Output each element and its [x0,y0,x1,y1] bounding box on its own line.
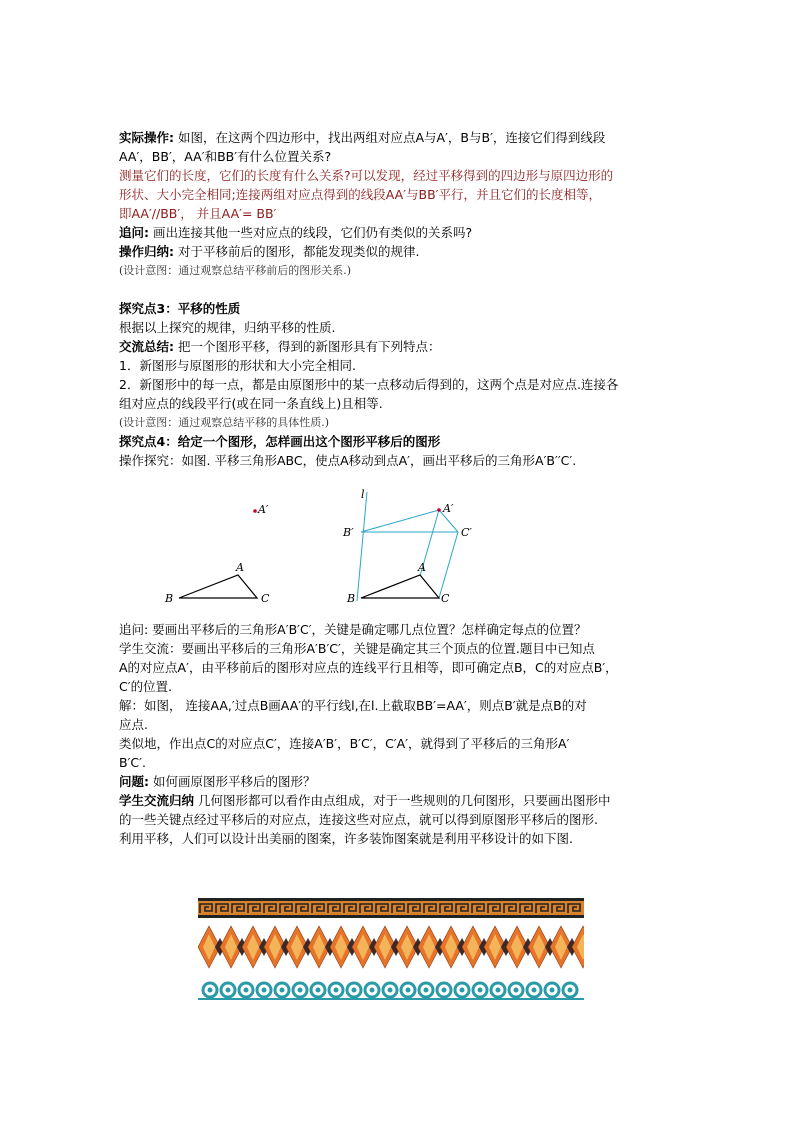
figure-original-triangle [139,476,299,616]
text: 组对应点的线段平行(或在同一条直线上)且相等. [119,396,383,411]
wave-center [370,988,375,993]
label-c: C [261,592,270,605]
wave-center [244,988,249,993]
text: 几何图形都可以看作由点组成，对于一些规则的几何图形，只要画出图形中 [194,793,611,808]
label-summary: 操作归纳: [119,244,174,259]
wave-center [298,988,303,993]
wave-band [198,983,584,1000]
wave-center [406,988,411,993]
segment-cc-prime [439,532,458,598]
paragraph-exchange [119,337,679,356]
text: 利用平移，人们可以设计出美丽的图案，许多装饰图案就是利用平移设计的如下图. [119,831,573,846]
diamond-band [198,926,584,968]
paragraph-similarly [119,734,679,772]
text: 对于平移前后的图形，都能发现类似的规律. [177,244,420,259]
wave-center [496,988,501,993]
text: 学生交流：要画出平移后的三角形A′B′C′，关键是确定其三个顶点的位置.题目中已知点 [119,641,595,656]
paragraph-measure [119,166,679,223]
wave-center [334,988,339,993]
text: 画出连接其他一些对应点的线段，它们仍有类似的关系吗? [152,225,473,240]
text: 把一个图形平移，得到的新图形具有下列特点： [177,339,441,354]
wave-center [316,988,321,993]
text: 如何画原图形平移后的图形？ [152,774,316,789]
label-a: A [236,561,244,574]
text: C′的位置. [119,679,173,694]
section-title-4: 探究点4：给定一个图形，怎样画出这个图形平移后的图形 [119,434,441,449]
text: 即AA′//BB′， 并且AA′= BB′ [119,206,277,221]
text: B′C′. [119,755,146,770]
label-a-prime: A′ [258,503,269,516]
section-title-3: 探究点3：平移的性质 [119,301,241,316]
text: AA′，BB′，AA′和BB′有什么位置关系? [119,149,332,164]
wave-center [478,988,483,993]
paragraph-question: 追问: 要画出平移后的三角形A′B′C′，关键是确定哪几点位置？怎样确定每点的位置？ [119,622,587,637]
segment-b-prime-a-prime [361,510,439,532]
paragraph-summary [119,242,679,261]
spacer [119,280,679,299]
wave-center [352,988,357,993]
text: A的对应点A′，由平移前后的图形对应点的连线平行且相等，即可确定点B，C的对应点B′， [119,660,618,675]
wave-center [514,988,519,993]
list-item-2 [119,375,679,413]
paragraph-practice [119,128,679,166]
line-l [357,492,367,601]
label-l: l [361,488,365,501]
meander-fill [198,901,584,915]
label-conclusion: 学生交流归纳 [119,793,195,808]
point-a-prime [253,509,257,513]
triangle-abc [361,575,439,598]
paragraph-student-exchange [119,639,679,696]
wave-center [424,988,429,993]
wave-center [568,988,573,993]
document-page [119,128,679,848]
figure-translated-triangle [321,476,501,616]
decorative-patterns [198,896,584,1006]
paragraph-solution [119,696,679,734]
figure-row [119,476,679,616]
label-b: B [347,592,356,605]
label-practice: 实际操作: [119,130,174,145]
wave-center [226,988,231,993]
wave-center [532,988,537,993]
wave-center [208,988,213,993]
label-b: B [165,592,174,605]
wave-center [550,988,555,993]
meander-rule-bottom [198,915,584,918]
paragraph-problem [119,772,679,791]
label-a: A [418,561,426,574]
text: 如图，在这两个四边形中，找出两组对应点A与A′，B与B′，连接它们得到线段 [177,130,606,145]
wave-center [442,988,447,993]
label-b-prime: B′ [343,526,354,539]
meander-rule-top [198,898,584,901]
wave-center [388,988,393,993]
point-a-prime [437,508,441,512]
paragraph-followup [119,223,679,242]
list-item-1: 1．新图形与原图形的形状和大小完全相同. [119,358,356,373]
label-exchange: 交流总结: [119,339,174,354]
text: 类似地，作出点C的对应点C′，连接A′B′，B′C′，C′A′，就得到了平移后的三角形A′ [119,736,570,751]
design-note-1: (设计意图：通过观察总结平移前后的图形关系.) [119,264,352,277]
text: 解：如图， 连接AA,′过点B画AA′的平行线l,在l.上截取BB′=AA′，则点B′就是点B的对 [119,698,587,713]
text: 2．新图形中的每一点，都是由原图形中的某一点移动后得到的，这两个点是对应点.连接各 [119,377,619,392]
wave-center [262,988,267,993]
paragraph-intro: 根据以上探究的规律，归纳平移的性质. [119,320,336,335]
text: 的一些关键点经过平移后的对应点，连接这些对应点，就可以得到原图形平移后的图形. [119,812,598,827]
label-problem: 问题: [119,774,149,789]
triangle-abc [179,575,257,598]
wave-center [280,988,285,993]
text: 测量它们的长度，它们的长度有什么关系?可以发现，经过平移得到的四边形与原四边形的 [119,168,614,183]
label-followup: 追问: [119,225,149,240]
wave-center [460,988,465,993]
paragraph-conclusion [119,791,679,848]
design-note-2: (设计意图：通过观察总结平移的具体性质.) [119,416,330,429]
label-c-prime: C′ [461,526,472,539]
wave-baseline [198,998,584,1000]
paragraph-operation: 操作探究：如图. 平移三角形ABC，使点A移动到点A′，画出平移后的三角形A′B′′C′. [119,453,577,468]
label-a-prime: A′ [443,502,454,515]
meander-border [198,898,584,918]
text: 形状、大小完全相同;连接两组对应点得到的线段AA′与BB′平行，并且它们的长度相等， [119,187,601,202]
text: 应点. [119,717,148,732]
label-c: C [441,592,450,605]
